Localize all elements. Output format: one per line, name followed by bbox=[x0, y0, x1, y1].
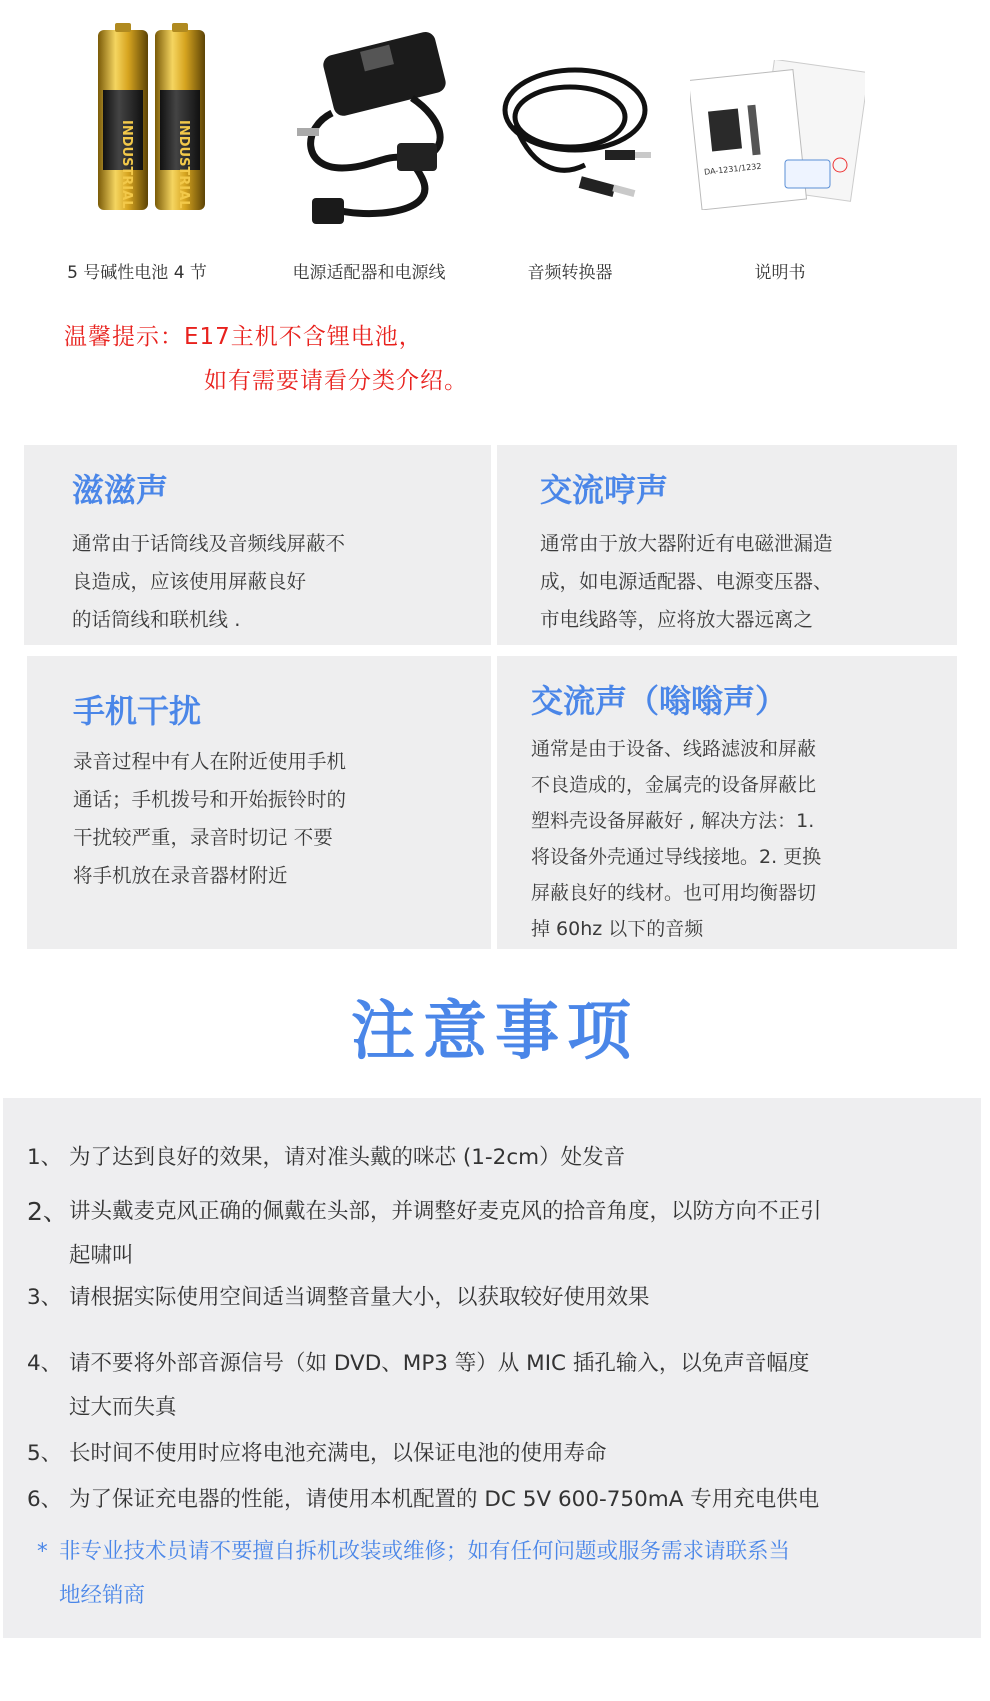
power-adapter-icon bbox=[292, 18, 467, 228]
card-title: 交流哼声 bbox=[540, 471, 669, 509]
note-number: 2、 bbox=[27, 1197, 68, 1226]
note-line: 起啸叫 bbox=[69, 1243, 134, 1268]
note-line: 请根据实际使用空间适当调整音量大小，以获取较好使用效果 bbox=[69, 1285, 650, 1310]
card-title: 滋滋声 bbox=[72, 471, 169, 509]
card-line: 干扰较严重，录音时切记 不要 bbox=[73, 826, 333, 849]
card-line: 屏蔽良好的线材。也可用均衡器切 bbox=[531, 882, 817, 904]
warning-note bbox=[37, 1530, 791, 1608]
card-title: 手机干扰 bbox=[73, 692, 202, 730]
accessories-row bbox=[0, 0, 990, 300]
card-line: 通话；手机拨号和开始振铃时的 bbox=[73, 788, 347, 811]
warning-line: 非专业技术员请不要擅自拆机改装或维修；如有任何问题或服务需求请联系当 bbox=[59, 1539, 791, 1564]
card-line: 录音过程中有人在附近使用手机 bbox=[73, 750, 347, 773]
card-line: 不良造成的，金属壳的设备屏蔽比 bbox=[531, 774, 817, 796]
note-number: 1、 bbox=[27, 1145, 63, 1170]
card-body bbox=[531, 731, 951, 947]
warning-star: * bbox=[37, 1539, 48, 1564]
card-ac-hum bbox=[497, 445, 957, 645]
card-line: 的话筒线和联机线 . bbox=[72, 608, 241, 631]
note-line: 过大而失真 bbox=[69, 1395, 177, 1420]
accessory-caption: 音频转换器 bbox=[527, 263, 613, 283]
manual-icon bbox=[690, 60, 865, 210]
card-hiss bbox=[24, 445, 491, 645]
notes-title: 注意事项 bbox=[351, 995, 639, 1069]
card-body bbox=[73, 743, 483, 895]
card-line: 市电线路等，应将放大器远离之 bbox=[540, 608, 814, 631]
card-body bbox=[540, 525, 950, 639]
warning-line: 地经销商 bbox=[59, 1583, 146, 1608]
note-line: 为了保证充电器的性能，请使用本机配置的 DC 5V 600-750mA 专用充电供电 bbox=[69, 1487, 820, 1512]
battery-label: INDUSTRIAL bbox=[119, 120, 134, 209]
card-line: 成，如电源适配器、电源变压器、 bbox=[540, 570, 833, 593]
battery-icon bbox=[95, 20, 210, 215]
note-line: 长时间不使用时应将电池充满电，以保证电池的使用寿命 bbox=[69, 1441, 607, 1466]
note-number: 6、 bbox=[27, 1487, 63, 1512]
card-line: 通常是由于设备、线路滤波和屏蔽 bbox=[531, 738, 817, 760]
note-text bbox=[69, 1432, 969, 1476]
note-number: 3、 bbox=[27, 1285, 63, 1310]
card-line: 将手机放在录音器材附近 bbox=[73, 864, 288, 887]
notes-box bbox=[3, 1098, 981, 1638]
note-line: 请不要将外部音源信号（如 DVD、MP3 等）从 MIC 插孔输入，以免声音幅度 bbox=[69, 1351, 810, 1376]
note-number: 5、 bbox=[27, 1441, 63, 1466]
card-ac-buzz bbox=[497, 656, 957, 949]
card-phone-interference bbox=[27, 656, 491, 949]
battery-label: INDUSTRIAL bbox=[176, 120, 191, 209]
accessory-caption: 说明书 bbox=[754, 263, 806, 283]
card-body bbox=[72, 525, 482, 639]
note-line: 讲头戴麦克风正确的佩戴在头部，并调整好麦克风的拾音角度，以防方向不正引 bbox=[69, 1199, 822, 1224]
card-line: 良造成，应该使用屏蔽良好 bbox=[72, 570, 307, 593]
note-line: 为了达到良好的效果，请对准头戴的咪芯 (1-2cm）处发音 bbox=[69, 1145, 626, 1170]
accessory-caption: 电源适配器和电源线 bbox=[292, 263, 446, 283]
accessory-caption: 5 号碱性电池 4 节 bbox=[67, 263, 207, 283]
card-line: 将设备外壳通过导线接地。2. 更换 bbox=[531, 846, 822, 868]
card-line: 通常由于话筒线及音频线屏蔽不 bbox=[72, 532, 346, 555]
audio-cable-icon bbox=[495, 55, 655, 215]
note-text bbox=[69, 1478, 969, 1522]
note-number: 4、 bbox=[27, 1351, 63, 1376]
note-text bbox=[69, 1136, 969, 1180]
card-line: 塑料壳设备屏蔽好 , 解决方法：1. bbox=[531, 810, 815, 832]
notice-line-1: 温馨提示：E17主机不含锂电池， bbox=[64, 324, 423, 350]
manual-model: DA-1231/1232 bbox=[703, 161, 762, 177]
card-title: 交流声（嗡嗡声） bbox=[531, 682, 788, 720]
note-text bbox=[69, 1276, 969, 1320]
warning-text bbox=[59, 1530, 959, 1618]
note-text bbox=[69, 1190, 969, 1278]
card-line: 通常由于放大器附近有电磁泄漏造 bbox=[540, 532, 833, 555]
note-text bbox=[69, 1342, 969, 1430]
notice-line-2: 如有需要请看分类介绍。 bbox=[204, 368, 468, 394]
card-line: 掉 60hz 以下的音频 bbox=[531, 918, 704, 940]
